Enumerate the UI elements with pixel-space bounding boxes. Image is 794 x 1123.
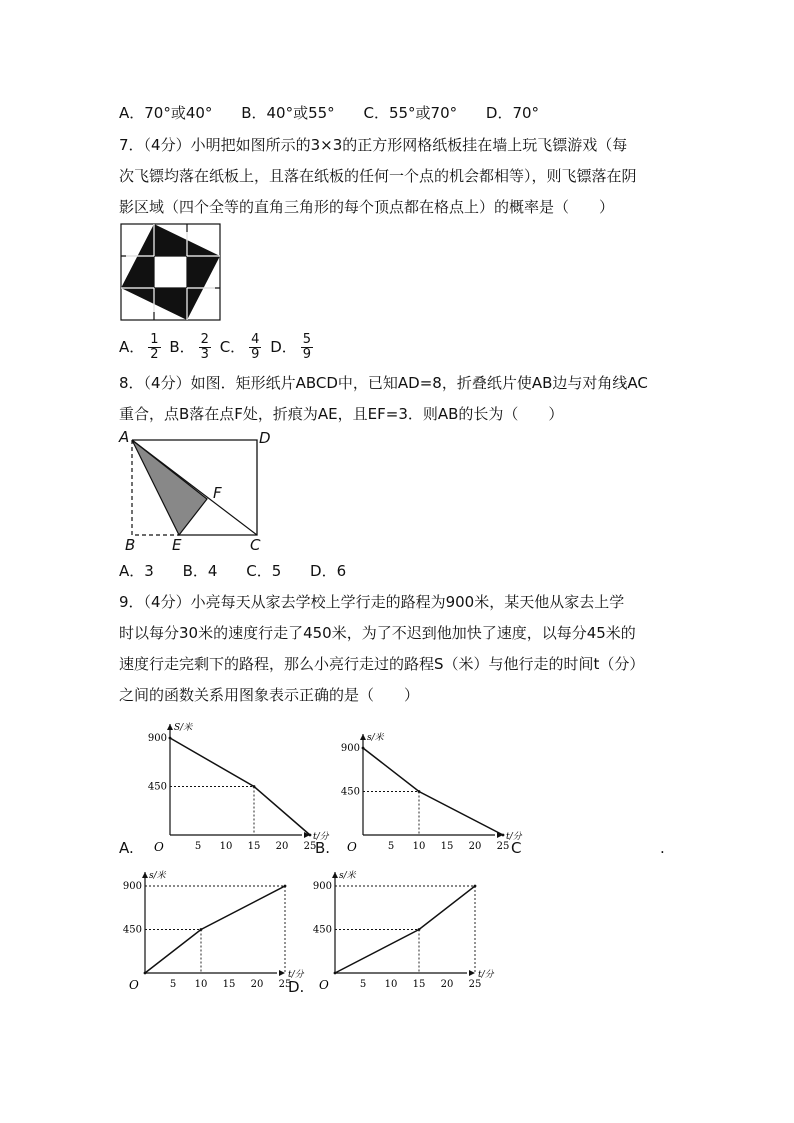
x-tick-label: 25 [303,841,317,852]
y-axis-label: s/米 [149,871,166,881]
x-tick-label: 5 [169,979,177,990]
data-point [253,785,256,788]
point-d-label: D [259,429,271,447]
origin-label: O [154,840,164,854]
q8-option-c: C．5 [246,562,282,580]
q8-options [119,561,370,581]
q9-option-c-label: C [511,839,522,857]
data-point [502,834,505,837]
q8-line-2: 重合，点B落在点F处，折痕为AE，且EF=3．则AB的长为（ ） [119,405,564,423]
q9-graph-b [333,722,522,857]
x-axis-arrow [279,970,285,976]
q7-line-3: 影区域（四个全等的直角三角形的每个顶点都在格点上）的概率是（ ） [119,198,615,216]
x-tick-label: 20 [275,841,289,852]
folded-triangle [132,440,207,535]
x-tick-label: 10 [412,841,426,852]
data-point [169,737,172,740]
point-c-label: C [250,536,261,554]
q6-option-c: C．55°或70° [363,104,458,122]
x-tick-label: 10 [219,841,233,852]
y-axis-arrow [167,724,173,730]
data-point [309,834,312,837]
q7-options [119,332,317,362]
q6-options [119,103,563,123]
data-point [200,928,203,931]
q9-graph-d [305,860,494,995]
data-point [144,972,147,975]
y-tick-label: 450 [312,924,332,936]
x-tick-label: 5 [387,841,395,852]
data-point [362,747,365,750]
q7-option-c-fraction: $\frac{4}{9}$ [251,332,260,362]
x-tick-label: 20 [468,841,482,852]
x-tick-label: 25 [496,841,510,852]
x-tick-label: 15 [222,979,236,990]
y-tick-label: 450 [340,786,360,798]
q7-grid-figure [120,223,222,322]
y-axis-label: s/米 [367,733,384,743]
x-tick-label: 10 [384,979,398,990]
point-b-label: B [125,536,136,554]
q8-rectangle-figure [115,428,275,556]
q7-option-a-fraction: $\frac{1}{2}$ [150,332,159,362]
q9-line-1: 9．（4分）小亮每天从家去学校上学行走的路程为900米，某天他从家去上学 [119,593,625,611]
origin-label: O [347,840,357,854]
x-tick-label: 20 [440,979,454,990]
x-tick-label: 15 [247,841,261,852]
x-axis-label: t/分 [288,970,304,980]
y-axis-label: s/米 [339,871,356,881]
data-point [474,885,477,888]
q6-option-d: D．70° [485,104,540,122]
x-axis-arrow [469,970,475,976]
q7-line-1: 7．（4分）小明把如图所示的3×3的正方形网格纸板挂在墙上玩飞镖游戏（每 [119,136,628,154]
data-point [334,972,337,975]
origin-label: O [129,978,139,992]
q9-option-a-label: A. [119,839,134,857]
y-tick-label: 900 [122,881,142,892]
x-axis-label: t/分 [313,832,329,842]
x-tick-label: 5 [359,979,367,990]
point-e-label: E [172,536,182,554]
data-point [418,790,421,793]
y-axis-arrow [332,872,338,878]
x-tick-label: 25 [278,979,292,990]
q7-option-d-fraction: $\frac{5}{9}$ [302,332,312,362]
q7-option-b-fraction: $\frac{2}{3}$ [200,332,209,362]
y-tick-label: 450 [122,924,142,936]
y-tick-label: 900 [147,733,167,744]
q6-option-b: B．40°或55° [241,104,335,122]
x-tick-label: 15 [440,841,454,852]
q9-graph-c [115,860,304,995]
y-tick-label: 900 [340,743,360,754]
x-tick-label: 5 [194,841,202,852]
point-a-label: A [119,428,130,446]
y-tick-label: 900 [312,881,332,892]
x-axis-label: t/分 [506,832,522,842]
x-tick-label: 25 [468,979,482,990]
q7-option-b-label: B． [169,338,195,356]
q9-line-2: 时以每分30米的速度行走了450米，为了不迟到他加快了速度，以每分45米的 [119,624,636,642]
point-f-label: F [213,484,222,502]
y-tick-label: 450 [147,781,167,793]
data-point [418,928,421,931]
origin-label: O [319,978,329,992]
x-tick-label: 20 [250,979,264,990]
q9-line-3: 速度行走完剩下的路程，那么小亮行走过的路程S（米）与他行走的时间t（分） [119,655,645,673]
q9-option-d-label: D. [288,978,305,996]
q9-option-b-label: B. [315,839,331,857]
q9-graph-a [140,712,329,857]
q8-option-d: D．6 [310,562,347,580]
q9-line-4: 之间的函数关系用图象表示正确的是（ ） [119,686,420,704]
data-point [284,885,287,888]
y-axis-label: S/米 [174,723,193,733]
q7-option-a-label: A． [119,338,145,356]
q8-option-a: A．3 [119,562,154,580]
x-tick-label: 15 [412,979,426,990]
y-axis-arrow [360,734,366,740]
x-tick-label: 10 [194,979,208,990]
q8-line-1: 8．（4分）如图．矩形纸片ABCD中，已知AD=8，折叠纸片使AB边与对角线AC [119,374,648,392]
q6-option-a: A．70°或40° [119,104,213,122]
x-axis-label: t/分 [478,970,494,980]
y-axis-arrow [142,872,148,878]
q9-trailing-dot: . [660,839,665,857]
q7-option-d-label: D． [270,338,297,356]
q7-line-2: 次飞镖均落在纸板上，且落在纸板的任何一个点的机会都相等），则飞镖落在阴 [119,167,637,185]
q7-option-c-label: C． [219,338,246,356]
q8-option-b: B．4 [182,562,218,580]
